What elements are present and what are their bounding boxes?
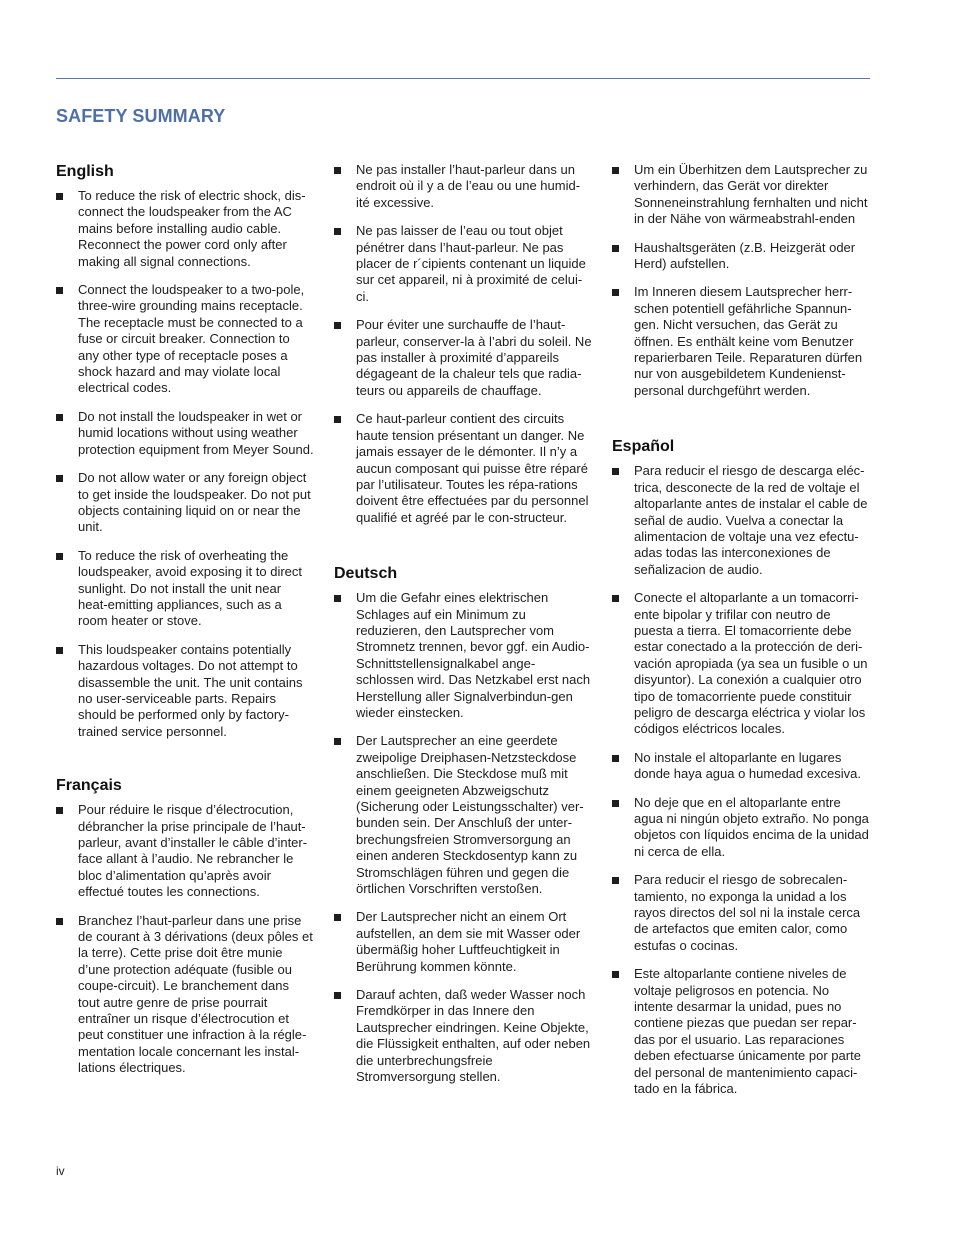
list-item: Para reducir el riesgo de sobrecalen-tamiento, no exponga la unidad a los rayos directos del sol ni la instale cerca de artefactos que emiten calor, como estufas o cocinas. (612, 872, 870, 954)
square-bullet-icon (56, 553, 63, 560)
square-bullet-icon (334, 416, 341, 423)
column-3 (612, 162, 870, 1130)
square-bullet-icon (612, 755, 619, 762)
english-list (56, 188, 314, 740)
list-item: Der Lautsprecher nicht an einem Ort aufstellen, an dem sie mit Wasser oder übermäßig hoher Luftfeuchtigkeit in Berührung kommen könnte. (334, 909, 592, 975)
square-bullet-icon (334, 992, 341, 999)
list-item: This loudspeaker contains potentially hazardous voltages. Do not attempt to disassemble the unit. The unit contains no user-serviceable parts. Repairs should be performed only by factory-trained service personnel. (56, 642, 314, 740)
list-item: Para reducir el riesgo de descarga eléc-trica, desconecte de la red de voltaje el altoparlante antes de instalar el cable de señal de audio. Vuelva a conectar la alimentacion de voltaje una vez efectu-adas todas las interconexiones de señalizacion de audio. (612, 463, 870, 578)
section-francais (56, 776, 314, 1077)
square-bullet-icon (612, 971, 619, 978)
list-item: Ne pas laisser de l’eau ou tout objet pénétrer dans l’haut-parleur. Ne pas placer de r´cipients contenant un liquide sur cet appareil, ni à proximité de celui-ci. (334, 223, 592, 305)
square-bullet-icon (612, 167, 619, 174)
list-item: No instale el altoparlante en lugares donde haya agua o humedad excesiva. (612, 750, 870, 783)
header-rule (56, 78, 870, 79)
list-item: No deje que en el altoparlante entre agua ni ningún objeto extraño. No ponga objetos con líquidos encima de la unidad ni cerca de ella. (612, 795, 870, 861)
list-item: Pour éviter une surchauffe de l’haut-parleur, conserver-la à l’abri du soleil. Ne pas installer à proximité d’appareils dégageant de la chaleur tels que radia-teurs ou appareils de chauffage. (334, 317, 592, 399)
list-item: Haushaltsgeräten (z.B. Heizgerät oder Herd) aufstellen. (612, 240, 870, 273)
square-bullet-icon (334, 322, 341, 329)
section-heading-espanol: Español (612, 438, 675, 456)
square-bullet-icon (56, 414, 63, 421)
list-item: Ce haut-parleur contient des circuits haute tension présentant un danger. Ne jamais essayer de le démonter. Il n’y a aucun composant qui puisse être réparé par l’utilisateur. Toutes les répa-rations doivent être effectuées par du personnel qualifié et agréé par le con-structeur. (334, 411, 592, 526)
list-item: Este altoparlante contiene niveles de voltaje peligrosos en potencia. No intente desarmar la unidad, pues no contiene piezas que puedan ser repar-das por el usuario. Las reparaciones deben efectuarse únicamente por parte del personal de mantenimiento capaci-tado en la fábrica. (612, 966, 870, 1097)
square-bullet-icon (612, 800, 619, 807)
column-2 (334, 162, 592, 1118)
square-bullet-icon (612, 877, 619, 884)
list-item: Darauf achten, daß weder Wasser noch Fremdkörper in das Innere den Lautsprecher eindringen. Keine Objekte, die Flüssigkeit enthalten, auf oder neben die unterbrechungsfreie Stromversorgung stellen. (334, 987, 592, 1085)
list-item: Der Lautsprecher an eine geerdete zweipolige Dreiphasen-Netzsteckdose anschließen. Die Steckdose muß mit einem geeigneten Abzweigschutz (Sicherung oder Leistungsschalter) ver-bunden sein. Der Anschluß der unter-brechungsfreien Stromversorgung an einen anderen Steckdosentyp kann zu Stromschlägen führen und gegen die örtlichen Vorschriften verstoßen. (334, 733, 592, 897)
deutsch-list-continued (612, 162, 870, 399)
list-item: Um die Gefahr eines elektrischen Schlages auf ein Minimum zu reduzieren, den Lautsprecher vom Stromnetz trennen, bevor ggf. ein Audio-Schnittstellensignalkabel ange-schlossen wird. Das Netzkabel erst nach Herstellung aller Signalverbindun-gen wieder einstecken. (334, 590, 592, 721)
square-bullet-icon (56, 647, 63, 654)
square-bullet-icon (56, 807, 63, 814)
square-bullet-icon (334, 228, 341, 235)
list-item: Do not allow water or any foreign object to get inside the loudspeaker. Do not put objects containing liquid on or near the unit. (56, 470, 314, 536)
square-bullet-icon (612, 468, 619, 475)
list-item: Branchez l’haut-parleur dans une prise de courant à 3 dérivations (deux pôles et la terre). Cette prise doit être munie d’une protection adéquate (fusible ou coupe-circuit). Le branchement dans tout autre genre de prise pourrait entraîner un risque d’électrocution et peut constituer une infraction à la régle-mentation locale concernant les instal-lations électriques. (56, 913, 314, 1077)
square-bullet-icon (612, 595, 619, 602)
francais-list-continued (334, 162, 592, 526)
square-bullet-icon (334, 914, 341, 921)
list-item: Im Inneren diesem Lautsprecher herr-schen potentiell gefährliche Spannun-gen. Nicht versuchen, das Gerät zu öffnen. Es enthält keine vom Benutzer reparierbaren Teile. Reparaturen dürfen nur von ausgebildetem Kundenienst-personal durchgeführt werden. (612, 284, 870, 399)
section-espanol (612, 437, 870, 1097)
list-item: To reduce the risk of electric shock, dis-connect the loudspeaker from the AC mains before installing audio cable. Reconnect the power cord only after making all signal connections. (56, 188, 314, 270)
list-item: Conecte el altoparlante a un tomacorri-ente bipolar y trifilar con neutro de puesta a tierra. El tomacorriente debe estar conectado a la protección de deri-vación apropiada (ya sea un fusible o un disyuntor). La conexión a cualquier otro tipo de tomacorriente puede constituir peligro de descarga eléctrica y violar los códigos eléctricos locales. (612, 590, 870, 738)
list-item: Do not install the loudspeaker in wet or humid locations without using weather protection equipment from Meyer Sound. (56, 409, 314, 458)
square-bullet-icon (56, 287, 63, 294)
section-heading-francais: Français (56, 777, 122, 795)
section-heading-deutsch: Deutsch (334, 565, 398, 583)
section-deutsch (334, 564, 592, 1085)
deutsch-list (334, 590, 592, 1085)
espanol-list (612, 463, 870, 1097)
list-item: Um ein Überhitzen dem Lautsprecher zu verhindern, das Gerät vor direkter Sonneneinstrahlung fernhalten und nicht in der Nähe von wärmeabstrahl-enden (612, 162, 870, 228)
list-item: To reduce the risk of overheating the loudspeaker, avoid exposing it to direct sunlight. Do not install the unit near heat-emitting appliances, such as a room heater or stove. (56, 548, 314, 630)
square-bullet-icon (612, 289, 619, 296)
list-item: Ne pas installer l’haut-parleur dans un endroit où il y a de l’eau ou une humid-ité excessive. (334, 162, 592, 211)
section-heading-english: English (56, 163, 114, 180)
square-bullet-icon (334, 595, 341, 602)
square-bullet-icon (334, 738, 341, 745)
page-title: SAFETY SUMMARY (56, 106, 226, 126)
square-bullet-icon (612, 245, 619, 252)
square-bullet-icon (56, 475, 63, 482)
square-bullet-icon (334, 167, 341, 174)
list-item: Pour réduire le risque d’électrocution, débrancher la prise principale de l’haut-parleur, avant d’installer le câble d’inter-face allant à l’audio. Ne rebrancher le bloc d’alimentation qu’après avoir effectué toutes les connections. (56, 802, 314, 900)
square-bullet-icon (56, 193, 63, 200)
section-english (56, 162, 314, 740)
square-bullet-icon (56, 918, 63, 925)
page-number: iv (56, 1164, 65, 1178)
column-1 (56, 162, 314, 1109)
francais-list (56, 802, 314, 1077)
list-item: Connect the loudspeaker to a two-pole, three-wire grounding mains receptacle. The receptacle must be connected to a fuse or circuit breaker. Connection to any other type of receptacle poses a shock hazard and may violate local electrical codes. (56, 282, 314, 397)
